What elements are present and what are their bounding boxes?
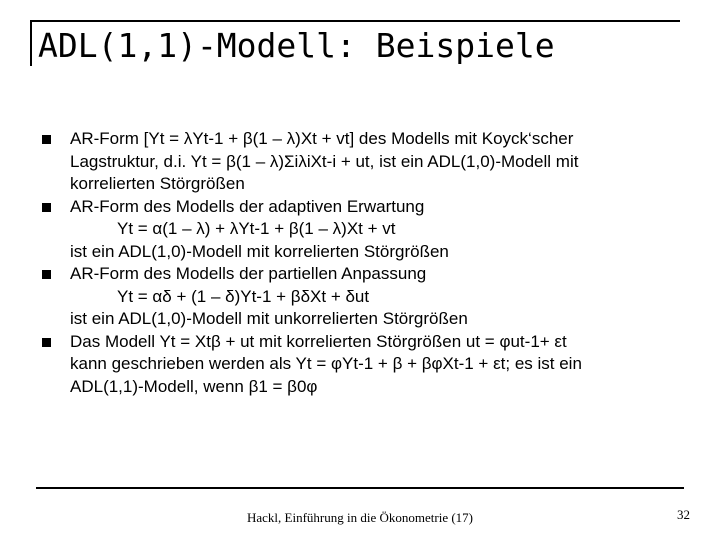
bullet-2-equation: Yt = α(1 – λ) + λYt-1 + β(1 – λ)Xt + vt xyxy=(117,219,396,238)
bullet-square-icon xyxy=(42,270,51,279)
bullet-4-line-1: Das Modell Yt = Xtβ + ut mit korrelierten Störgrößen ut = φut-1+ εt xyxy=(70,331,567,351)
bullet-3-equation: Yt = αδ + (1 – δ)Yt-1 + βδXt + δut xyxy=(117,286,370,306)
bullet-item-1 xyxy=(42,128,682,196)
bullet-square-icon xyxy=(42,135,51,144)
footer-text: Hackl, Einführung in die Ökonometrie (17) xyxy=(247,510,473,525)
bullet-2-line-1: AR-Form des Modells der adaptiven Erwartung xyxy=(70,196,425,216)
bullet-3-line-3: ist ein ADL(1,0)-Modell mit unkorrelierten Störgrößen xyxy=(70,309,468,328)
page-number: 32 xyxy=(677,507,690,522)
bullet-1-line-1: AR-Form [Yt = λYt-1 + β(1 – λ)Xt + vt] des Modells mit Koyck‘scher xyxy=(70,129,574,148)
bullet-item-2 xyxy=(42,196,682,264)
footer-rule xyxy=(36,487,684,489)
title-frame-vertical-rule xyxy=(30,20,32,66)
slide-title: ADL(1,1)-Modell: Beispiele xyxy=(38,26,555,65)
bullet-3-line-1: AR-Form des Modells der partiellen Anpassung xyxy=(70,264,427,283)
bullet-4-line-2: kann geschrieben werden als Yt = φYt-1 + β + βφXt-1 + εt; es ist ein xyxy=(70,354,582,373)
bullet-1-line-2: Lagstruktur, d.i. Yt = β(1 – λ)ΣiλiXt-i + ut, ist ein ADL(1,0)-Modell mit xyxy=(70,151,579,171)
bullet-4-line-3: ADL(1,1)-Modell, wenn β1 = β0φ xyxy=(70,376,318,396)
bullet-2-line-3: ist ein ADL(1,0)-Modell mit korrelierten Störgrößen xyxy=(70,241,449,261)
bullet-square-icon xyxy=(42,203,51,212)
bullet-square-icon xyxy=(42,338,51,347)
title-frame-horizontal-rule xyxy=(30,20,680,22)
bullet-1-line-3: korrelierten Störgrößen xyxy=(70,174,245,193)
bullet-item-4 xyxy=(42,331,682,399)
bullet-list xyxy=(42,128,682,398)
bullet-item-3 xyxy=(42,263,682,331)
